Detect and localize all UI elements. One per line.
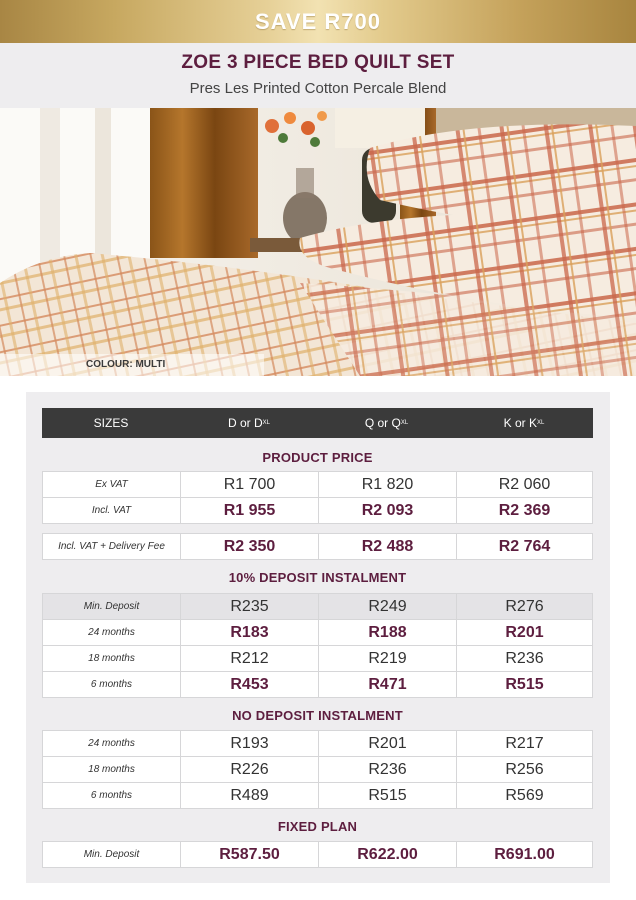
price-cell: R193 — [180, 730, 319, 757]
price-cell: R2 350 — [180, 533, 319, 560]
product-subtitle: Pres Les Printed Cotton Percale Blend — [189, 80, 447, 97]
product-photo — [0, 108, 636, 376]
price-cell: R453 — [180, 671, 319, 698]
price-cell: R2 093 — [318, 497, 457, 524]
double-size-header: D or D XL — [227, 416, 270, 430]
price-cell: R471 — [318, 671, 457, 698]
price-cell: R515 — [318, 782, 457, 809]
colour-label: COLOUR: MULTI — [86, 359, 166, 370]
price-cell: R2 369 — [456, 497, 593, 524]
save-banner — [0, 0, 636, 43]
section-no-deposit-instalment: NO DEPOSIT INSTALMENT — [232, 708, 403, 723]
colour-tag — [0, 354, 264, 376]
price-cell: R1 820 — [318, 471, 457, 498]
price-cell: R622.00 — [318, 841, 457, 868]
row-label: Incl. VAT — [42, 497, 181, 524]
product-title: ZOE 3 PIECE BED QUILT SET — [181, 52, 455, 73]
price-cell: R2 060 — [456, 471, 593, 498]
row-label: 6 months — [42, 782, 181, 809]
price-cell: R201 — [318, 730, 457, 757]
price-cell: R236 — [456, 645, 593, 672]
price-cell: R1 955 — [180, 497, 319, 524]
section-product-price: PRODUCT PRICE — [262, 450, 373, 465]
price-cell: R691.00 — [456, 841, 593, 868]
king-size-header: K or K XL — [503, 416, 545, 430]
sizes-header-row — [42, 408, 593, 438]
save-banner-text: SAVE R700 — [255, 8, 381, 34]
price-cell: R276 — [456, 593, 593, 620]
price-cell: R217 — [456, 730, 593, 757]
price-cell: R256 — [456, 756, 593, 783]
bedroom-illustration — [0, 108, 636, 376]
price-cell: R183 — [180, 619, 319, 646]
price-cell: R236 — [318, 756, 457, 783]
product-header — [0, 43, 636, 108]
price-panel — [26, 392, 610, 883]
price-cell: R489 — [180, 782, 319, 809]
row-label: 24 months — [42, 619, 181, 646]
row-label: Min. Deposit — [42, 841, 181, 868]
row-label: Incl. VAT + Delivery Fee — [42, 533, 181, 560]
price-cell: R2 764 — [456, 533, 593, 560]
section-deposit-instalment: 10% DEPOSIT INSTALMENT — [228, 570, 407, 585]
row-label: 18 months — [42, 756, 181, 783]
row-label: 6 months — [42, 671, 181, 698]
price-cell: R1 700 — [180, 471, 319, 498]
section-fixed-plan: FIXED PLAN — [277, 819, 358, 834]
row-label: 24 months — [42, 730, 181, 757]
price-cell: R515 — [456, 671, 593, 698]
price-cell: R219 — [318, 645, 457, 672]
price-cell: R569 — [456, 782, 593, 809]
sizes-header: SIZES — [93, 416, 129, 430]
price-cell: R249 — [318, 593, 457, 620]
row-label: Min. Deposit — [42, 593, 181, 620]
price-cell: R212 — [180, 645, 319, 672]
price-cell: R201 — [456, 619, 593, 646]
price-cell: R587.50 — [180, 841, 319, 868]
queen-size-header: Q or Q XL — [364, 416, 409, 430]
price-cell: R2 488 — [318, 533, 457, 560]
row-label: 18 months — [42, 645, 181, 672]
price-cell: R235 — [180, 593, 319, 620]
row-label: Ex VAT — [42, 471, 181, 498]
price-cell: R188 — [318, 619, 457, 646]
price-cell: R226 — [180, 756, 319, 783]
